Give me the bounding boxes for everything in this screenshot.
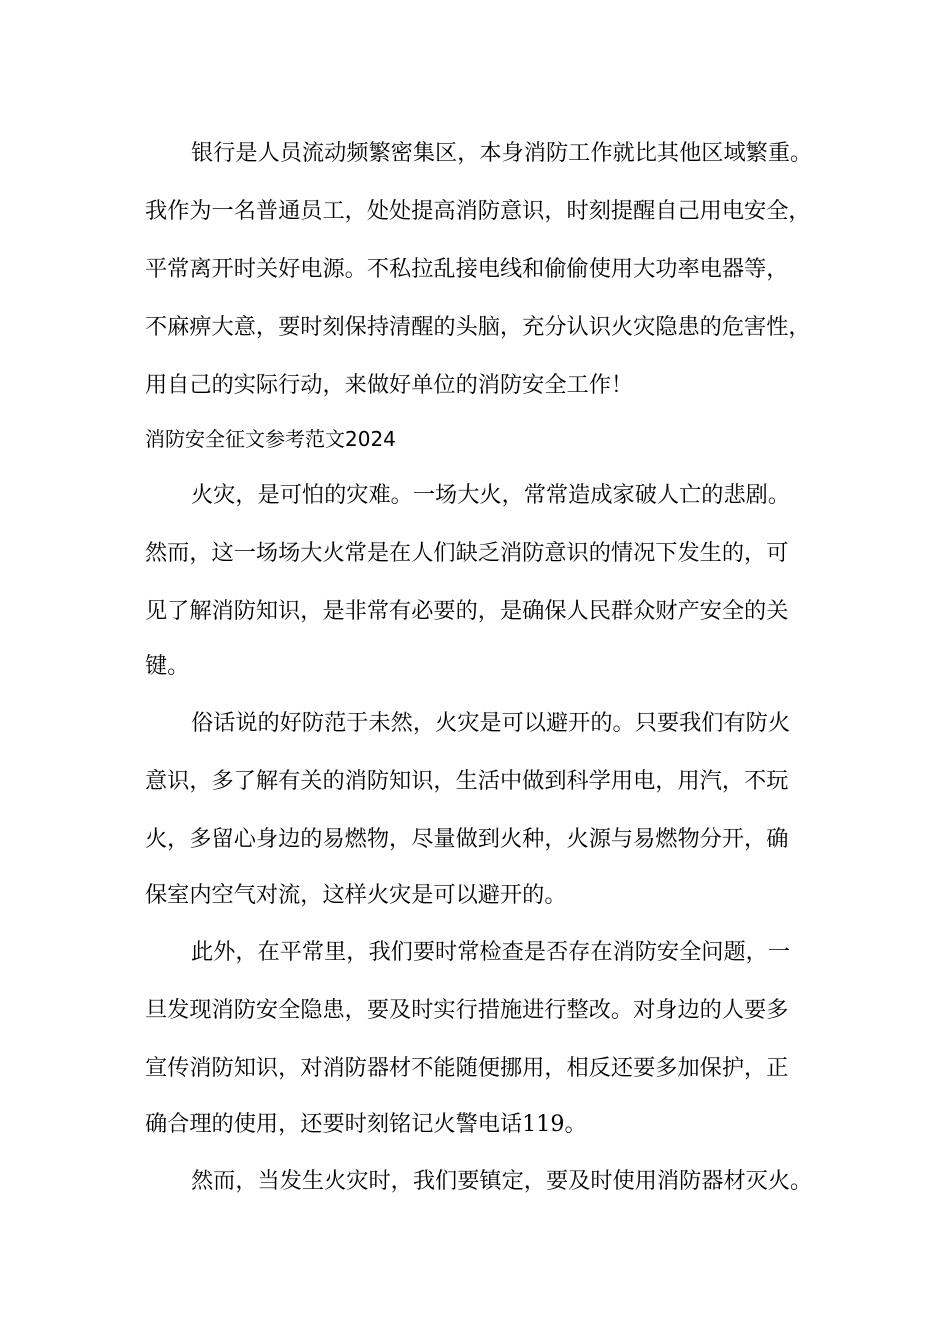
paragraph-4-line-1: 此外，在平常里，我们要时常检查是否存在消防安全问题，一	[191, 939, 791, 965]
paragraph-4-line-3: 宣传消防知识，对消防器材不能随便挪用，相反还要多加保护，正	[145, 1055, 789, 1081]
paragraph-1-line-5: 用自己的实际行动，来做好单位的消防安全工作！	[145, 372, 634, 398]
paragraph-3-line-1: 俗话说的好防范于未然，火灾是可以避开的。只要我们有防火	[191, 710, 791, 736]
paragraph-2-line-4: 键。	[145, 653, 190, 679]
section-heading: 消防安全征文参考范文2024	[145, 427, 396, 451]
paragraph-2-line-1: 火灾，是可怕的灾难。一场大火，常常造成家破人亡的悲剧。	[191, 482, 791, 508]
paragraph-2-line-3: 见了解消防知识，是非常有必要的，是确保人民群众财产安全的关	[145, 598, 789, 624]
paragraph-2-line-2: 然而，这一场场大火常是在人们缺乏消防意识的情况下发生的，可	[145, 540, 789, 566]
paragraph-4-line-4: 确合理的使用，还要时刻铭记火警电话119。	[145, 1111, 587, 1137]
paragraph-1-line-4: 不麻痹大意，要时刻保持清醒的头脑，充分认识火灾隐患的危害性，	[145, 314, 811, 340]
paragraph-3-line-3: 火，多留心身边的易燃物，尽量做到火种，火源与易燃物分开，确	[145, 826, 789, 852]
paragraph-5-line-1: 然而，当发生火灾时，我们要镇定，要及时使用消防器材灭火。	[191, 1168, 813, 1194]
paragraph-1-line-3: 平常离开时关好电源。不私拉乱接电线和偷偷使用大功率电器等，	[145, 256, 789, 282]
paragraph-1-line-1: 银行是人员流动频繁密集区，本身消防工作就比其他区域繁重。	[191, 140, 813, 166]
paragraph-4-line-2: 旦发现消防安全隐患，要及时实行措施进行整改。对身边的人要多	[145, 997, 789, 1023]
paragraph-1-line-2: 我作为一名普通员工，处处提高消防意识，时刻提醒自己用电安全，	[145, 198, 811, 224]
paragraph-3-line-2: 意识，多了解有关的消防知识，生活中做到科学用电，用汽，不玩	[145, 768, 789, 794]
paragraph-3-line-4: 保室内空气对流，这样火灾是可以避开的。	[145, 882, 567, 908]
